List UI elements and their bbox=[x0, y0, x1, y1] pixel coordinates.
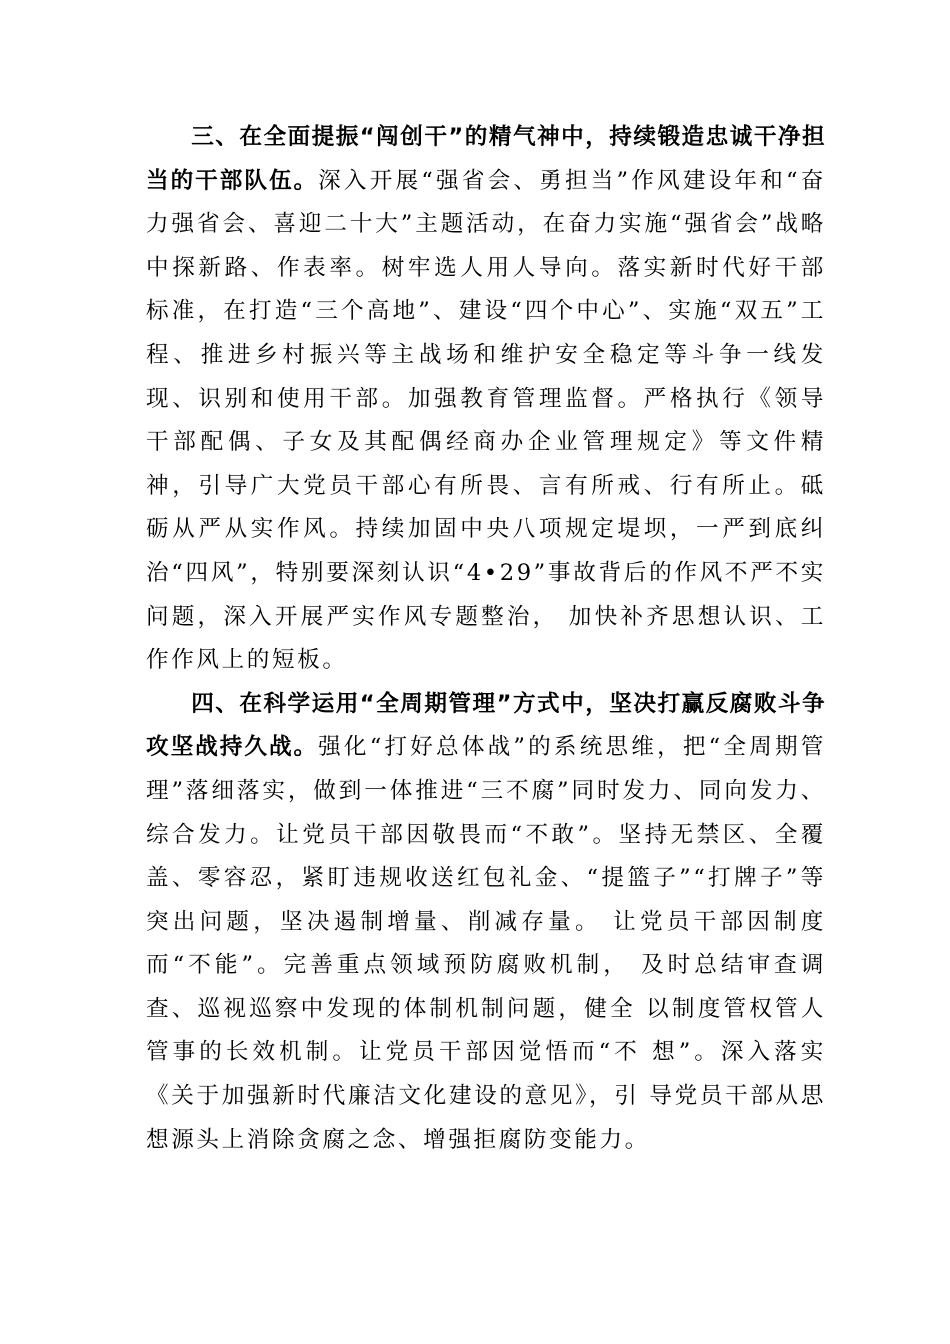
section-four-heading: 四、在科学运用“全周期管理”方式中，坚决打赢反腐败斗争攻坚战持久战。 bbox=[146, 690, 826, 761]
section-three-heading: 三、在全面提振“闯创干”的精气神中，持续锻造忠诚干净担当的干部队伍。 bbox=[146, 124, 826, 194]
section-three-body: 深入开展“强省会、勇担当”作风建设年和“奋力强省会、喜迎二十大”主题活动，在奋力实施“强省会”战略中探新路、作表率。树牢选人用人导向。落实新时代好干部标准，在打造“三个高地”、建设“四个中心”、实施“双五”工程、推进乡村振兴等主战场和维护安全稳定等斗争一线发现、识别和使用干部。加强教育管理监督。严格执行《领导干部配偶、子女及其配偶经商办企业管理规定》等文件精神，引导广大党员干部心有所畏、言有所戒、行有所止。砥砺从严从实作风。持续加固中央八项规定堤坝，一严到底纠治“四风”，特别要深刻认识“4•29”事故背后的作风不严不实问题，深入开展严实作风专题整治， 加快补齐思想认识、工作作风上的短板。 bbox=[146, 167, 826, 674]
paragraph-section-three bbox=[146, 116, 826, 683]
section-four-body: 强化“打好总体战”的系统思维，把“全周期管理”落细落实，做到一体推进“三不腐”同时发力、同向发力、综合发力。让党员干部因敬畏而“不敢”。坚持无禁区、全覆盖、零容忍，紧盯违规收送红包礼金、“提篮子”“打牌子”等突出问题，坚决遏制增量、削减存量。 让党员干部因制度而“不能”。完善重点领域预防腐败机制， 及时总结审查调查、巡视巡察中发现的体制机制问题，健全 以制度管权管人管事的长效机制。让党员干部因觉悟而“不 想”。深入落实《关于加强新时代廉洁文化建设的意见》，引 导党员干部从思想源头上消除贪腐之念、增强拒腐防变能力。 bbox=[146, 734, 826, 1153]
paragraph-section-four bbox=[146, 683, 826, 1163]
document-body bbox=[146, 116, 826, 1162]
